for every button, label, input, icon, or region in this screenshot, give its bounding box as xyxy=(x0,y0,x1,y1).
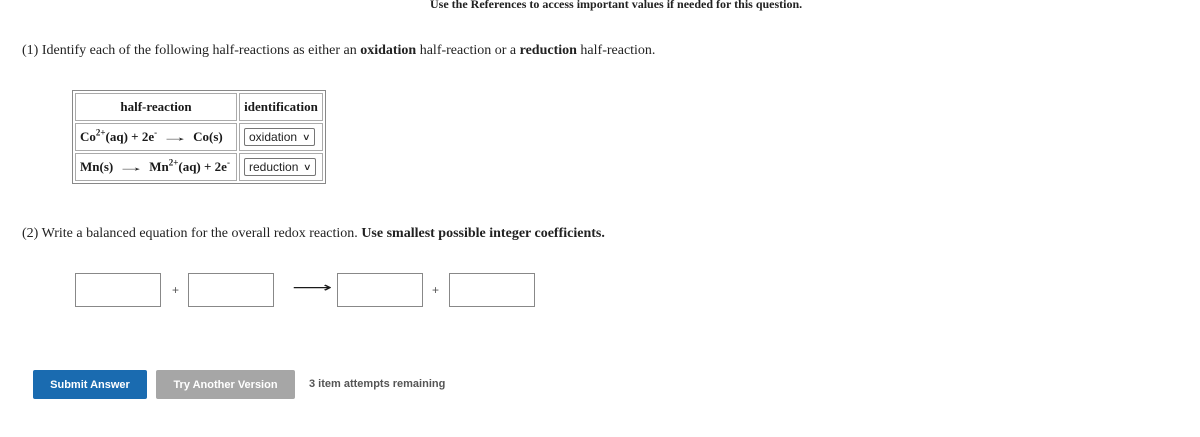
product: Co(s) xyxy=(193,129,223,144)
identification-cell xyxy=(239,123,323,151)
half-reaction-table xyxy=(72,90,326,184)
q1-reduction-word: reduction xyxy=(519,43,577,58)
product-1-input[interactable] xyxy=(337,273,423,307)
product-tail: (aq) + 2e xyxy=(178,159,227,174)
reactant-charge: 2+ xyxy=(95,127,106,138)
chevron-down-icon: ∨ xyxy=(303,161,312,172)
selected-value: reduction xyxy=(249,160,299,174)
submit-answer-button[interactable]: Submit Answer xyxy=(33,370,147,399)
identification-cell xyxy=(239,153,323,181)
product: Mn xyxy=(149,159,169,174)
q2-prefix: (2) Write a balanced equation for the overall redox reaction. xyxy=(22,226,362,241)
product-2-input[interactable] xyxy=(449,273,535,307)
reaction-arrow-icon: → xyxy=(116,160,146,174)
reaction-arrow-icon: → xyxy=(160,130,190,144)
reaction-arrow-icon: ⟶ xyxy=(292,279,333,295)
q2-bold: Use smallest possible integer coefficients. xyxy=(361,226,605,241)
chevron-down-icon: ∨ xyxy=(302,131,311,142)
half-reaction-cell xyxy=(75,153,237,181)
attempts-remaining: 3 item attempts remaining xyxy=(309,378,446,390)
question-1-prompt xyxy=(22,43,655,59)
header-half-reaction: half-reaction xyxy=(75,93,237,121)
reactant: Mn(s) xyxy=(80,159,114,174)
q1-middle: half-reaction or a xyxy=(416,43,520,58)
try-another-version-button[interactable]: Try Another Version xyxy=(156,370,295,399)
electron-sup: - xyxy=(226,157,230,168)
electron-sup: - xyxy=(154,127,158,138)
plus-sign: + xyxy=(172,283,180,297)
header-identification: identification xyxy=(239,93,323,121)
q1-prefix: (1) Identify each of the following half-reactions as either an xyxy=(22,43,361,58)
reactant-tail: (aq) + 2e xyxy=(105,129,155,144)
half-reaction-cell xyxy=(75,123,237,151)
q1-suffix: half-reaction. xyxy=(576,43,656,58)
table-row xyxy=(75,153,323,181)
table-row xyxy=(75,123,323,151)
references-banner: Use the References to access important values if needed for this question. xyxy=(430,0,803,11)
plus-sign: + xyxy=(432,283,440,297)
reactant-1-input[interactable] xyxy=(75,273,161,307)
selected-value: oxidation xyxy=(249,130,298,144)
reactant-2-input[interactable] xyxy=(188,273,274,307)
reactant: Co xyxy=(80,129,96,144)
identification-select[interactable] xyxy=(244,158,316,176)
question-2-prompt xyxy=(22,226,605,242)
q1-oxidation-word: oxidation xyxy=(360,43,417,58)
identification-select[interactable] xyxy=(244,128,315,146)
product-charge: 2+ xyxy=(168,157,179,168)
